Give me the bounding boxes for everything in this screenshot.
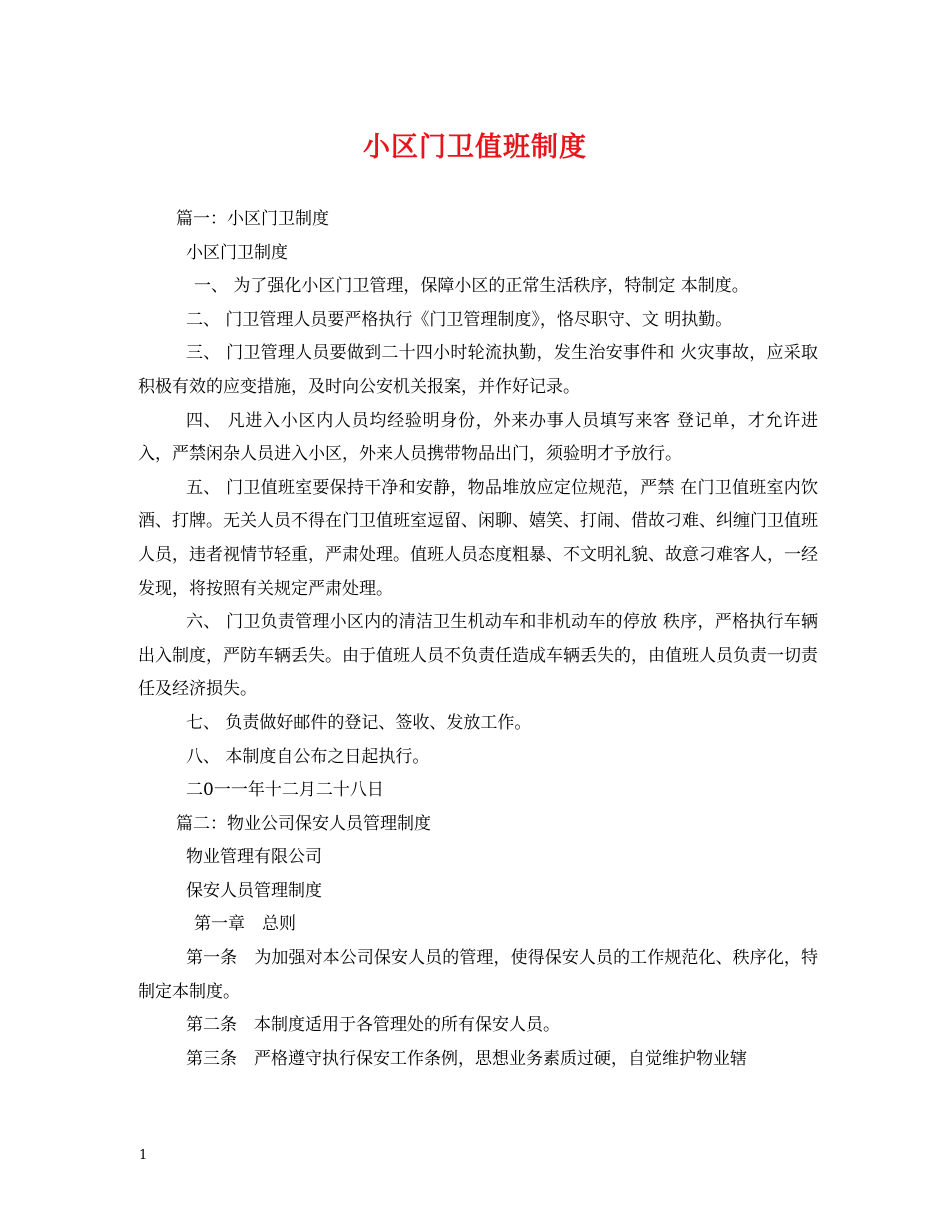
paragraph: 三、 门卫管理人员要做到二十四小时轮流执勤，发生治安事件和 火灾事故，应采取积极有效的应变措施，及时向公安机关报案，并作好记录。: [138, 343, 818, 397]
document-body: [138, 203, 818, 1076]
paragraph: 七、 负责做好邮件的登记、签收、发放工作。: [186, 712, 532, 733]
article-paragraph: 第一条 为加强对本公司保安人员的管理，使得保安人员的工作规范化、秩序化，特制定本制度。: [138, 948, 818, 1002]
paragraph: 二、 门卫管理人员要严格执行《门卫管理制度》，恪尽职守、文 明执勤。: [186, 309, 733, 330]
section-heading: 篇一：小区门卫制度: [176, 209, 329, 229]
paragraph: 六、 门卫负责管理小区内的清洁卫生机动车和非机动车的停放 秩序，严格执行车辆出入制度，严防车辆丢失。由于值班人员不负责任造成车辆丢失的，由值班人员负责一切责任及经济损失。: [138, 612, 818, 700]
page-number: 1: [139, 1148, 148, 1163]
paragraph: 四、 凡进入小区内人员均经验明身份，外来办事人员填写来客 登记单，才允许进入，严禁闲杂人员进入小区，外来人员携带物品出门，须验明才予放行。: [138, 410, 818, 465]
chapter-heading: 第一章 总则: [194, 914, 296, 935]
subsection-heading: 保安人员管理制度: [186, 880, 322, 901]
paragraph: 八、 本制度自公布之日起执行。: [186, 746, 430, 767]
company-name: 物业管理有限公司: [186, 847, 322, 868]
subsection-heading: 小区门卫制度: [186, 242, 288, 263]
document-title: 小区门卫值班制度: [363, 132, 587, 163]
section-heading: 篇二：物业公司保安人员管理制度: [176, 813, 431, 834]
paragraph: 一、 为了强化小区门卫管理，保障小区的正常生活秩序，特制定 本制度。: [194, 276, 749, 297]
paragraph: 五、 门卫值班室要保持干净和安静，物品堆放应定位规范，严禁 在门卫值班室内饮酒、打牌。无关人员不得在门卫值班室逗留、闲聊、嬉笑、打闹、借故刁难、纠缠门卫值班人员，违者视情节轻重，严肃处理。值班人员态度粗暴、不文明礼貌、故意刁难客人，一经发现，将按照有关规定严肃处理。: [138, 477, 818, 599]
date-line: 二0一一年十二月二十八日: [186, 780, 384, 801]
article-paragraph: 第二条 本制度适用于各管理处的所有保安人员。: [186, 1015, 560, 1036]
article-paragraph: 第三条 严格遵守执行保安工作条例，思想业务素质过硬，自觉维护物业辖: [186, 1048, 747, 1069]
